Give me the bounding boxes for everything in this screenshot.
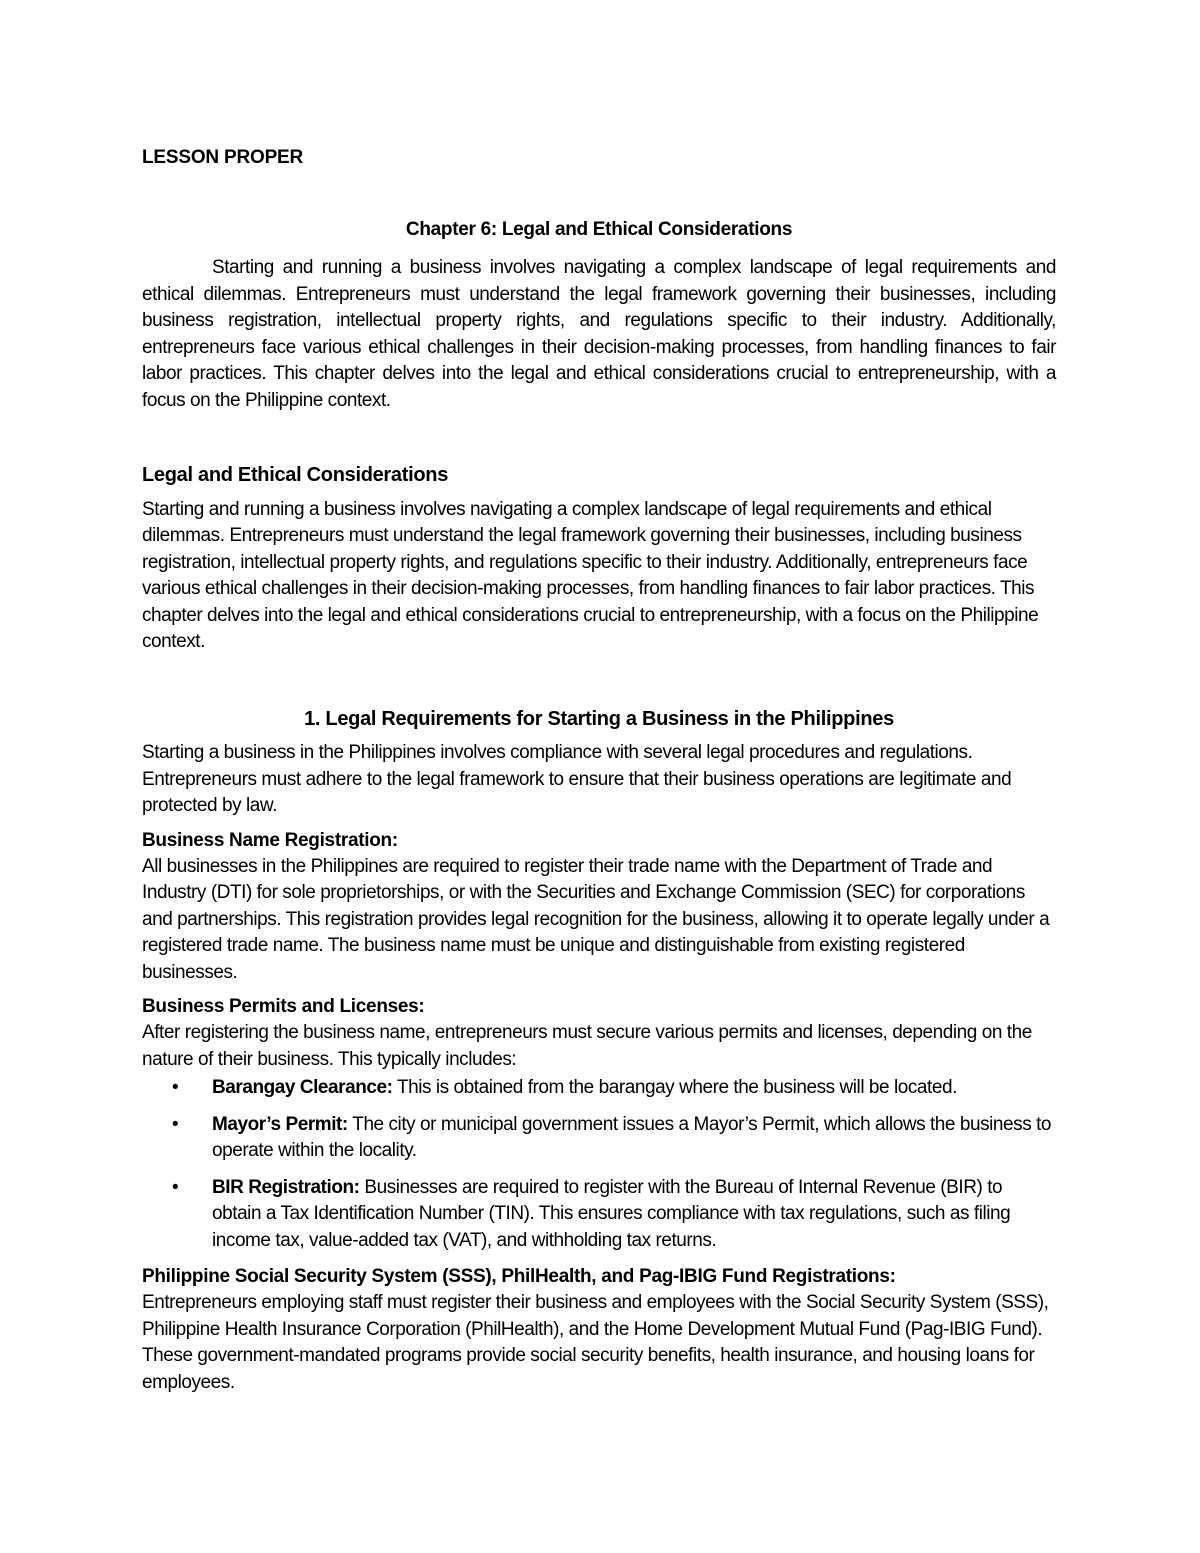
social-security-text: Entrepreneurs employing staff must register their business and employees with the Social Security System (SSS), Philippine Health Insurance Corporation (PhilHealth), and the Home Development Mutual Fund (Pag-IBIG Fund). These government-mandated programs provide social security benefits, health insurance, and housing loans for employees. (142, 1292, 1049, 1393)
permits-list (142, 1075, 1056, 1254)
business-permits-title: Business Permits and Licenses: (142, 996, 425, 1017)
list-item-term: Mayor’s Permit: (212, 1113, 348, 1135)
list-item-text: The city or municipal government issues a Mayor’s Permit, which allows the business to operate within the locality. (212, 1113, 1052, 1161)
list-item-text: This is obtained from the barangay where the business will be located. (392, 1077, 957, 1098)
business-name-registration-title: Business Name Registration: (142, 829, 398, 851)
list-item-term: BIR Registration: (212, 1176, 360, 1198)
chapter-title: Chapter 6: Legal and Ethical Considerations (405, 218, 793, 240)
list-item (142, 1175, 1056, 1255)
social-security-title: Philippine Social Security System (SSS), PhilHealth, and Pag-IBIG Fund Registrations: (142, 1266, 896, 1287)
section-1-heading: 1. Legal Requirements for Starting a Business in the Philippines (304, 707, 894, 730)
bullet-icon: • (172, 1113, 179, 1135)
business-permits-text: After registering the business name, entrepreneurs must secure various permits and licenses, depending on the nature of their business. This typically includes: (142, 1022, 1032, 1070)
list-item-text: Businesses are required to register with the Bureau of Internal Revenue (BIR) to obtain a Tax Identification Number (TIN). This ensures compliance with tax regulations, such as filing income tax, value-added tax (VAT), and withholding tax returns. (212, 1176, 1011, 1251)
document-content (142, 145, 1056, 1396)
bullet-icon: • (172, 1176, 179, 1198)
chapter-intro-paragraph: Starting and running a business involves navigating a complex landscape of legal requirements and ethical dilemmas. Entrepreneurs must understand the legal framework governing their businesses, including business registration, intellectual property rights, and regulations specific to their industry. Additionally, entrepreneurs face various ethical challenges in their decision-making processes, from handling finances to fair labor practices. This chapter delves into the legal and ethical considerations crucial to entrepreneurship, with a focus on the Philippine context. (142, 257, 1056, 411)
lesson-label: LESSON PROPER (142, 147, 304, 168)
business-name-registration-text: All businesses in the Philippines are required to register their trade name with the Department of Trade and Industry (DTI) for sole proprietorships, or with the Securities and Exchange Commission (SEC) for corporations and partnerships. This registration provides legal recognition for the business, allowing it to operate legally under a registered trade name. The business name must be unique and distinguishable from existing registered businesses. (142, 855, 1050, 983)
list-item (142, 1112, 1056, 1165)
bullet-icon: • (172, 1077, 179, 1098)
legal-ethical-heading: Legal and Ethical Considerations (142, 464, 449, 486)
legal-ethical-paragraph: Starting and running a business involves navigating a complex landscape of legal requirements and ethical dilemmas. Entrepreneurs must understand the legal framework governing their businesses, including business registration, intellectual property rights, and regulations specific to their industry. Additionally, entrepreneurs face various ethical challenges in their decision-making processes, from handling finances to fair labor practices. This chapter delves into the legal and ethical considerations crucial to entrepreneurship, with a focus on the Philippine context. (142, 498, 1039, 652)
list-item (142, 1075, 1056, 1102)
list-item-term: Barangay Clearance: (212, 1077, 393, 1098)
section-1-intro: Starting a business in the Philippines involves compliance with several legal procedures and regulations. Entrepreneurs must adhere to the legal framework to ensure that their business operations are legitimate and protected by law. (142, 742, 1012, 816)
